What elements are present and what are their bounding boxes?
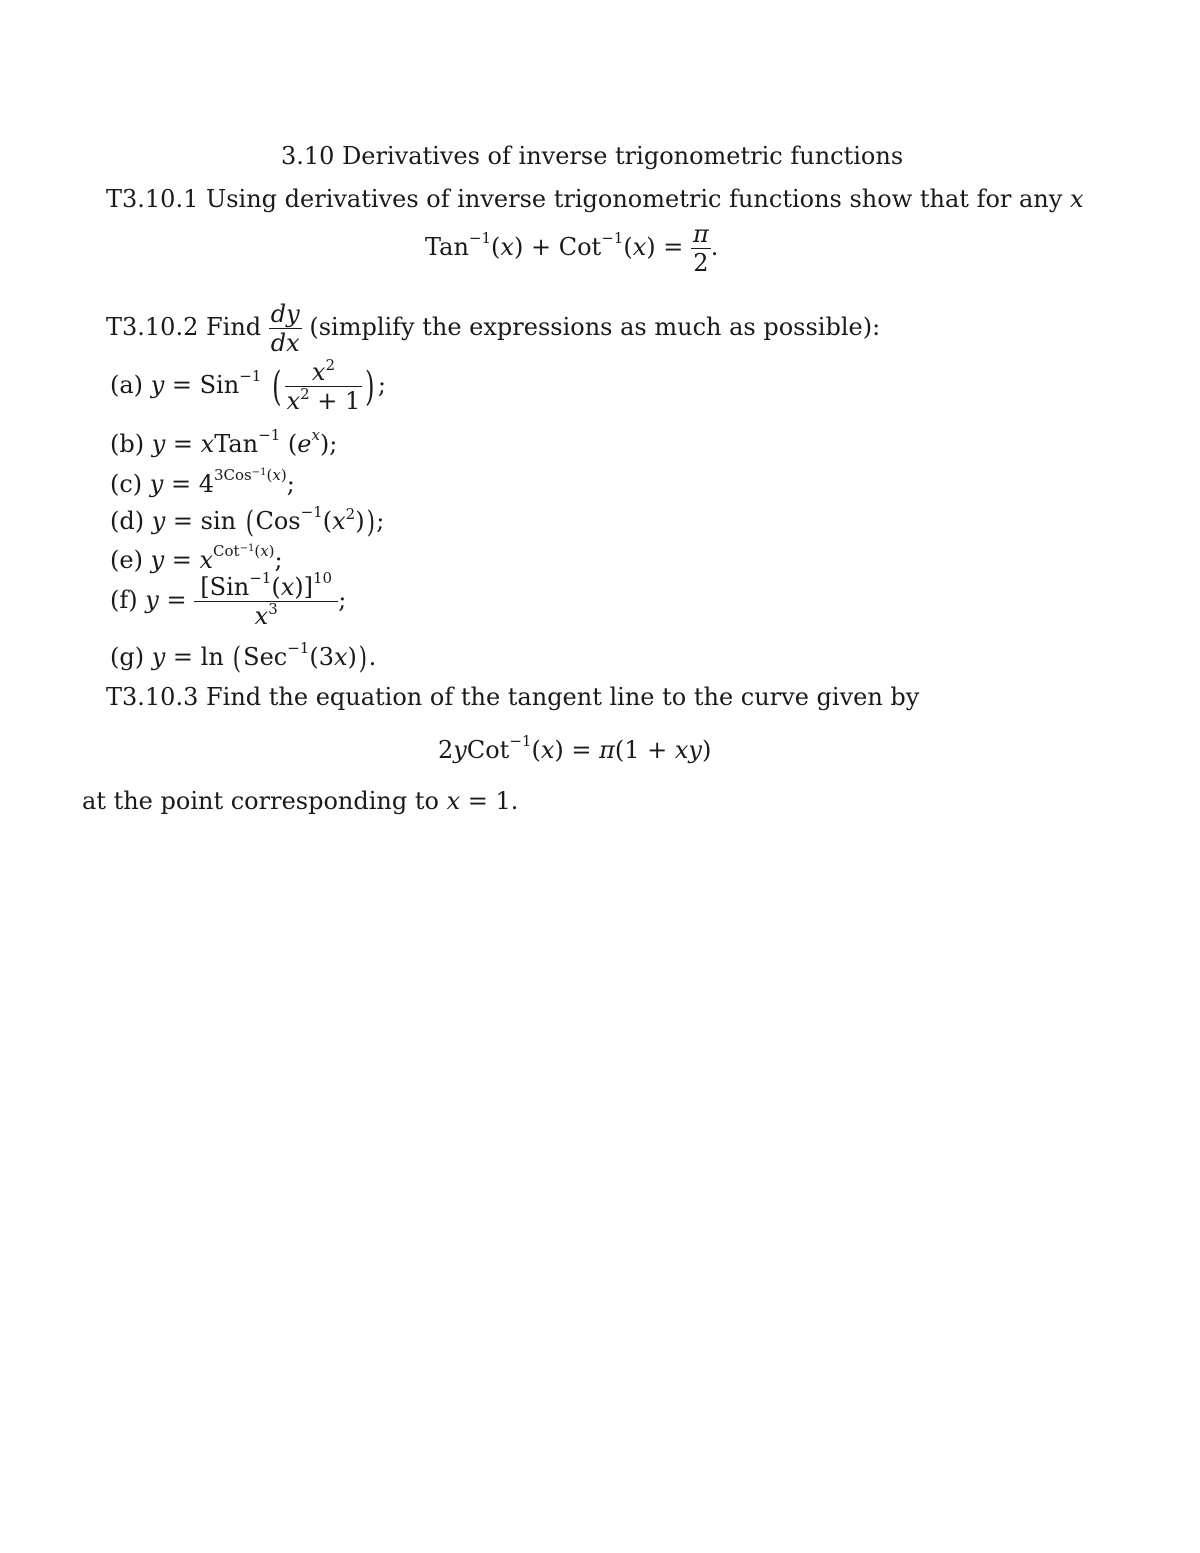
arg: x	[500, 233, 514, 261]
part-d: (d) $y = \sin (Cos^{-1}(x^2))$;	[110, 503, 385, 540]
tail-text: at the point corresponding to	[82, 787, 439, 815]
denominator: 2	[693, 249, 709, 277]
inverse-exp: −1	[468, 229, 492, 247]
part-e: (e) $y = x^{Cot^{-1}(x)}$;	[110, 542, 283, 574]
problem-label: T3.10.3	[106, 683, 199, 711]
part-g: (g) y = ln (Sec$^{-1}$(3x)).	[110, 639, 377, 676]
cot-fn: Cot	[558, 233, 602, 261]
arg: x	[632, 233, 647, 261]
inverse-exp: −1	[601, 229, 624, 247]
plus: +	[530, 233, 552, 261]
numerator: π	[692, 220, 709, 248]
equals: =	[663, 233, 684, 261]
part-b: (b) y = xTan$^{-1}$ $(e^x)$;	[110, 426, 338, 458]
find-word: Find	[205, 313, 262, 341]
denominator: dx	[270, 329, 300, 357]
problem-text: Find the equation of the tangent line to the curve given by	[205, 683, 920, 711]
problem-label: T3.10.2	[106, 313, 199, 341]
part-f: (f) y = $\frac{[Sin^{-1}(x)]^{10}}{x^3}$ ;	[110, 569, 347, 630]
problem-3-tail: at the point corresponding to x = 1.	[82, 787, 519, 815]
part-c: (c) $y = 4^{3Cos^{-1}(x)}$;	[110, 466, 295, 498]
problem-3-equation: 2yCot$^{-1}$(x) = π(1 + xy)	[438, 732, 712, 764]
instruction-text: (simplify the expressions as much as possible):	[309, 313, 881, 341]
problem-1-equation: Tan$^{-1}$(x) + Cot$^{-1}$(x) = $\frac{\pi}{2}$ .	[425, 220, 719, 277]
period: .	[710, 233, 719, 261]
section-title: 3.10 Derivatives of inverse trigonometric functions	[281, 142, 904, 170]
problem-label: T3.10.1	[106, 185, 199, 213]
part-label: (a)	[110, 371, 144, 399]
problem-3-statement	[106, 685, 919, 709]
dy-dx	[269, 302, 302, 355]
pi-over-2	[691, 222, 711, 275]
problem-2-statement	[106, 302, 880, 355]
problem-text: Using derivatives of inverse trigonometric functions show that for any	[205, 185, 1063, 213]
math-var: x	[1069, 185, 1084, 213]
numerator: dy	[270, 300, 300, 328]
part-a: (a) y = Sin$^{-1}$ ( $\frac{x^2}{x^2 + 1}$ ) ;	[110, 356, 387, 415]
problem-1-statement	[106, 187, 1084, 211]
tan-fn: Tan	[425, 233, 469, 261]
